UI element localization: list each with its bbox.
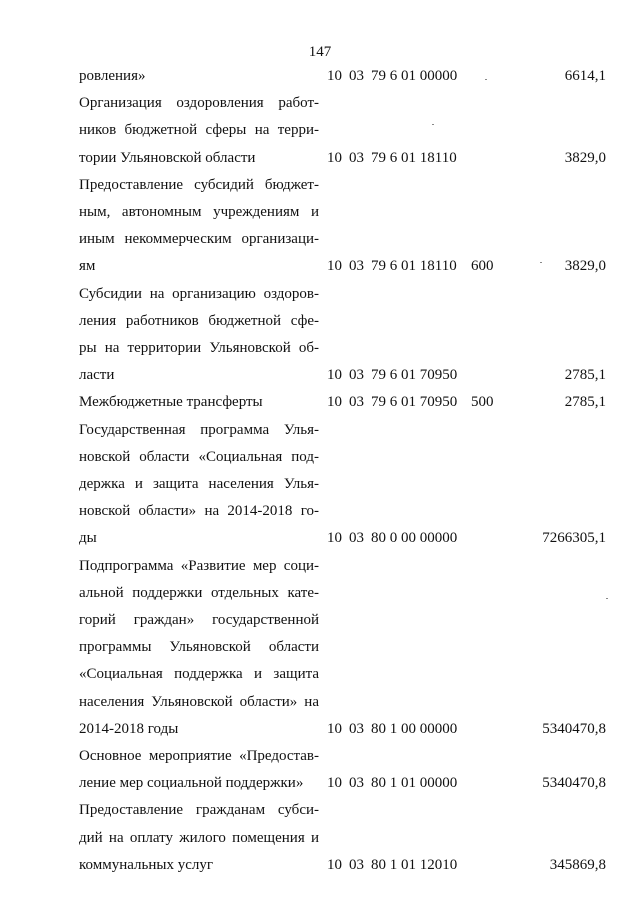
section-code: 10 bbox=[327, 856, 342, 873]
row-description-line: ления работников бюджетной сфе- bbox=[79, 312, 319, 329]
target-article-code: 80 1 00 00000 bbox=[371, 720, 458, 737]
subsection-code: 03 bbox=[349, 775, 364, 792]
amount: 7266305,1 bbox=[542, 530, 606, 547]
row-description-line: ды bbox=[79, 530, 97, 547]
row-description-line: Предоставление субсидий бюджет- bbox=[79, 176, 319, 193]
subsection-code: 03 bbox=[349, 258, 364, 275]
row-description-line: новской области» на 2014-2018 го- bbox=[79, 503, 319, 520]
subsection-code: 03 bbox=[349, 68, 364, 84]
row-description-line: ников бюджетной сферы на терри- bbox=[79, 122, 319, 139]
subsection-code: 03 bbox=[349, 720, 364, 737]
row-description-line: Организация оздоровления работ- bbox=[79, 95, 319, 112]
row-description-line: Предоставление гражданам субси- bbox=[79, 802, 319, 819]
scan-speck bbox=[606, 598, 608, 599]
amount: 3829,0 bbox=[564, 258, 606, 275]
row-description-line: Подпрограмма «Развитие мер соци- bbox=[79, 557, 319, 574]
row-description-line: ласти bbox=[79, 367, 115, 384]
target-article-code: 79 6 01 00000 bbox=[371, 68, 458, 84]
section-code: 10 bbox=[327, 720, 342, 737]
target-article-code: 79 6 01 70950 bbox=[371, 367, 458, 384]
section-code: 10 bbox=[327, 68, 342, 84]
section-code: 10 bbox=[327, 367, 342, 384]
row-description-line: ление мер социальной поддержки» bbox=[79, 775, 304, 792]
row-description-line: «Социальная поддержка и защита bbox=[79, 666, 319, 683]
subsection-code: 03 bbox=[349, 367, 364, 384]
scan-speck bbox=[432, 124, 434, 125]
section-code: 10 bbox=[327, 775, 342, 792]
row-description-line: программы Ульяновской области bbox=[79, 639, 319, 656]
amount: 2785,1 bbox=[564, 367, 606, 384]
amount: 5340470,8 bbox=[542, 720, 606, 737]
target-article-code: 80 1 01 00000 bbox=[371, 775, 458, 792]
row-description-line: тории Ульяновской области bbox=[79, 149, 256, 166]
amount: 3829,0 bbox=[564, 149, 606, 166]
section-code: 10 bbox=[327, 258, 342, 275]
row-description-line: ры на территории Ульяновской об- bbox=[79, 340, 319, 356]
row-description-line: ровления» bbox=[79, 68, 146, 84]
row-description-line: Межбюджетные трансферты bbox=[79, 394, 263, 411]
row-description-line: Субсидии на организацию оздоров- bbox=[79, 285, 319, 302]
target-article-code: 80 0 00 00000 bbox=[371, 530, 458, 547]
row-description-line: Государственная программа Улья- bbox=[79, 421, 319, 438]
expense-type-code: 600 bbox=[471, 258, 494, 275]
scan-speck bbox=[485, 79, 487, 80]
section-code: 10 bbox=[327, 530, 342, 547]
row-description-line: коммунальных услуг bbox=[79, 856, 214, 873]
amount: 5340470,8 bbox=[542, 775, 606, 792]
target-article-code: 79 6 01 18110 bbox=[371, 258, 457, 275]
target-article-code: 79 6 01 70950 bbox=[371, 394, 458, 411]
row-description-line: Основное мероприятие «Предостав- bbox=[79, 748, 319, 764]
row-description-line: новской области «Социальная под- bbox=[79, 448, 319, 465]
row-description-line: ным, автономным учреждениям и bbox=[79, 204, 319, 220]
row-description-line: альной поддержки отдельных кате- bbox=[79, 584, 319, 601]
row-description-line: населения Ульяновской области» на bbox=[79, 693, 319, 710]
row-description-line: ям bbox=[79, 258, 96, 275]
amount: 2785,1 bbox=[564, 394, 606, 411]
subsection-code: 03 bbox=[349, 394, 364, 411]
target-article-code: 79 6 01 18110 bbox=[371, 149, 457, 166]
section-code: 10 bbox=[327, 149, 342, 166]
subsection-code: 03 bbox=[349, 530, 364, 547]
row-description-line: горий граждан» государственной bbox=[79, 612, 319, 628]
row-description-line: дий на оплату жилого помещения и bbox=[79, 829, 319, 846]
expense-type-code: 500 bbox=[471, 394, 494, 411]
scan-speck bbox=[540, 262, 542, 263]
subsection-code: 03 bbox=[349, 856, 364, 873]
row-description-line: держка и защита населения Улья- bbox=[79, 476, 319, 492]
target-article-code: 80 1 01 12010 bbox=[371, 856, 458, 873]
row-description-line: иным некоммерческим организаци- bbox=[79, 231, 319, 248]
amount: 6614,1 bbox=[564, 68, 606, 84]
row-description-line: 2014-2018 годы bbox=[79, 720, 179, 737]
section-code: 10 bbox=[327, 394, 342, 411]
amount: 345869,8 bbox=[549, 856, 606, 873]
page-number: 147 bbox=[308, 44, 332, 60]
subsection-code: 03 bbox=[349, 149, 364, 166]
